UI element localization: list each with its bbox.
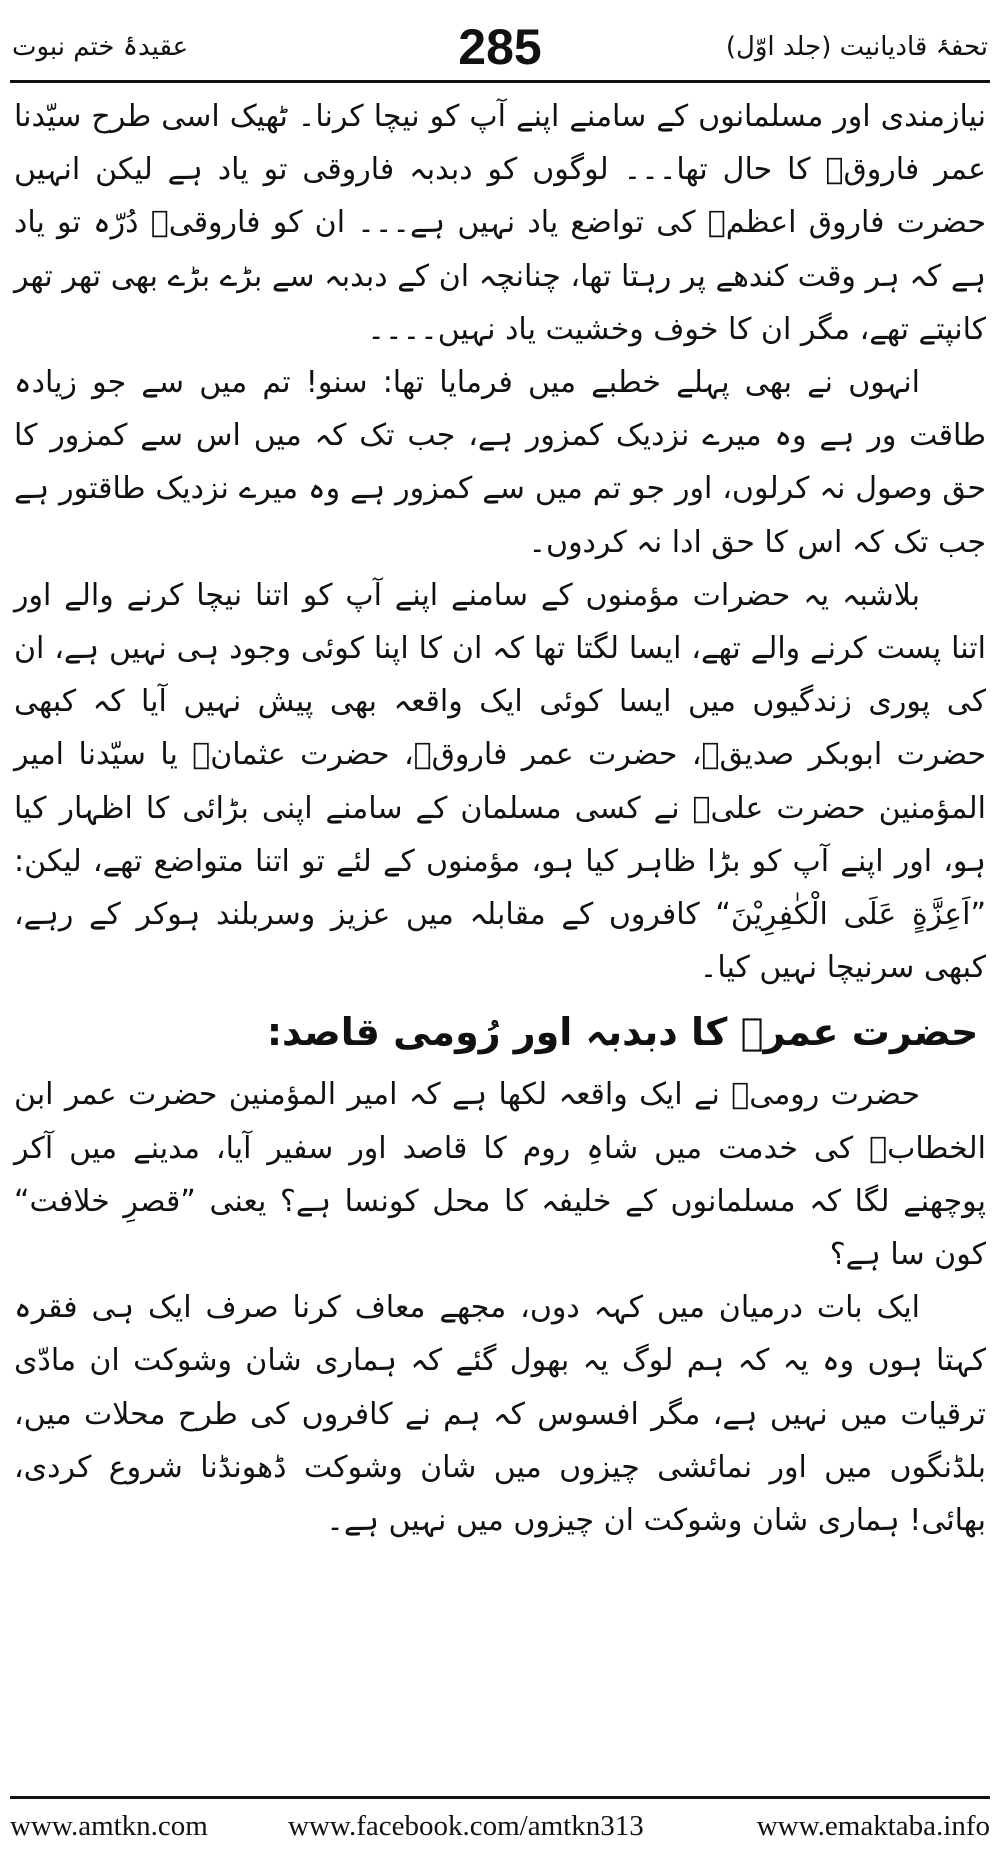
footer-link-facebook[interactable]: www.facebook.com/amtkn313: [288, 1810, 644, 1842]
header-section-title: عقیدۂ ختم نبوت: [12, 32, 189, 62]
paragraph-2: انہوں نے بھی پہلے خطبے میں فرمایا تھا: سنو! تم میں سے جو زیادہ طاقت ور ہے وہ میرے نزدیک کمزور ہے، جب تک کہ میں اس سے کمزور کا حق وصول نہ کرلوں، اور جو تم میں سے کمزور ہے وہ میرے نزدیک طاقتور ہے جب تک کہ اس کا حق ادا نہ کردوں۔: [14, 365, 986, 560]
section-heading: حضرت عمرؓ کا دبدبہ اور رُومی قاصد:: [266, 1010, 979, 1055]
footer-link-emaktaba[interactable]: www.emaktaba.info: [756, 1810, 990, 1842]
paragraph-3: بلاشبہ یہ حضرات مؤمنوں کے سامنے اپنے آپ کو اتنا نیچا کرنے والے اور اتنا پست کرنے والے تھے، ایسا لگتا تھا کہ ان کا اپنا کوئی وجود ہی نہیں ہے، ان کی پوری زندگیوں میں ایسا کوئی ایک واقعہ بھی پیش نہیں آیا کہ کبھی حضرت ابوبکر صدیقؓ، حضرت عمر فاروقؓ، حضرت عثمانؓ یا سیّدنا امیر المؤمنین حضرت علیؓ نے کسی مسلمان کے سامنے اپنی بڑائی کا اظہار کیا ہو، اور اپنے آپ کو بڑا ظاہر کیا ہو، مؤمنوں کے لئے تو اتنا متواضع تھے، لیکن: ”اَعِزَّةٍ عَلَى الْكٰفِرِيْنَ“ کافروں کے مقابلہ میں عزیز وسربلند ہوکر کے رہے، کبھی سرنیچا نہیں کیا۔: [14, 577, 986, 986]
header-book-title: تحفۂ قادیانیت (جلد اوّل): [725, 32, 988, 62]
paragraph-4: حضرت رومیؒ نے ایک واقعہ لکھا ہے کہ امیر المؤمنین حضرت عمر ابن الخطابؓ کی خدمت میں شاہِ روم کا قاصد اور سفیر آیا، مدینے میں آکر پوچھنے لگا کہ مسلمانوں کے خلیفہ کا محل کونسا ہے؟ یعنی ”قصرِ خلافت“ کون سا ہے؟: [14, 1077, 986, 1273]
paragraph-1: نیازمندی اور مسلمانوں کے سامنے اپنے آپ کو نیچا کرنا۔ ٹھیک اسی طرح سیّدنا عمر فاروقؓ کا حال تھا۔۔۔ لوگوں کو دبدبہ فاروقی تو یاد ہے لیکن انہیں حضرت فاروق اعظمؓ کی تواضع یاد نہیں ہے۔۔۔ ان کو فاروقیؓ دُرّہ تو یاد ہے کہ ہر وقت کندھے پر رہتا تھا، چنانچہ ان کے دبدبہ سے بڑے بڑے بھی تھر تھر کانپتے تھے، مگر ان کا خوف وخشیت یاد نہیں۔۔۔۔: [14, 99, 986, 347]
paragraph-5: ایک بات درمیان میں کہہ دوں، مجھے معاف کرنا صرف ایک ہی فقرہ کہتا ہوں وہ یہ کہ ہم لوگ یہ بھول گئے کہ ہماری شان وشوکت ان مادّی ترقیات میں نہیں ہے، مگر افسوس کہ ہم نے کافروں کی طرح محلات میں، بلڈنگوں میں اور نمائشی چیزوں میں شان وشوکت ڈھونڈنا شروع کردی، بھائی! ہماری شان وشوکت ان چیزوں میں نہیں ہے۔: [14, 1290, 986, 1539]
footer-divider: [10, 1796, 990, 1799]
page-number: 285: [458, 19, 542, 75]
footer-link-amtkn[interactable]: www.amtkn.com: [10, 1810, 208, 1842]
header-divider: [10, 80, 990, 83]
page-body: [14, 90, 986, 1790]
